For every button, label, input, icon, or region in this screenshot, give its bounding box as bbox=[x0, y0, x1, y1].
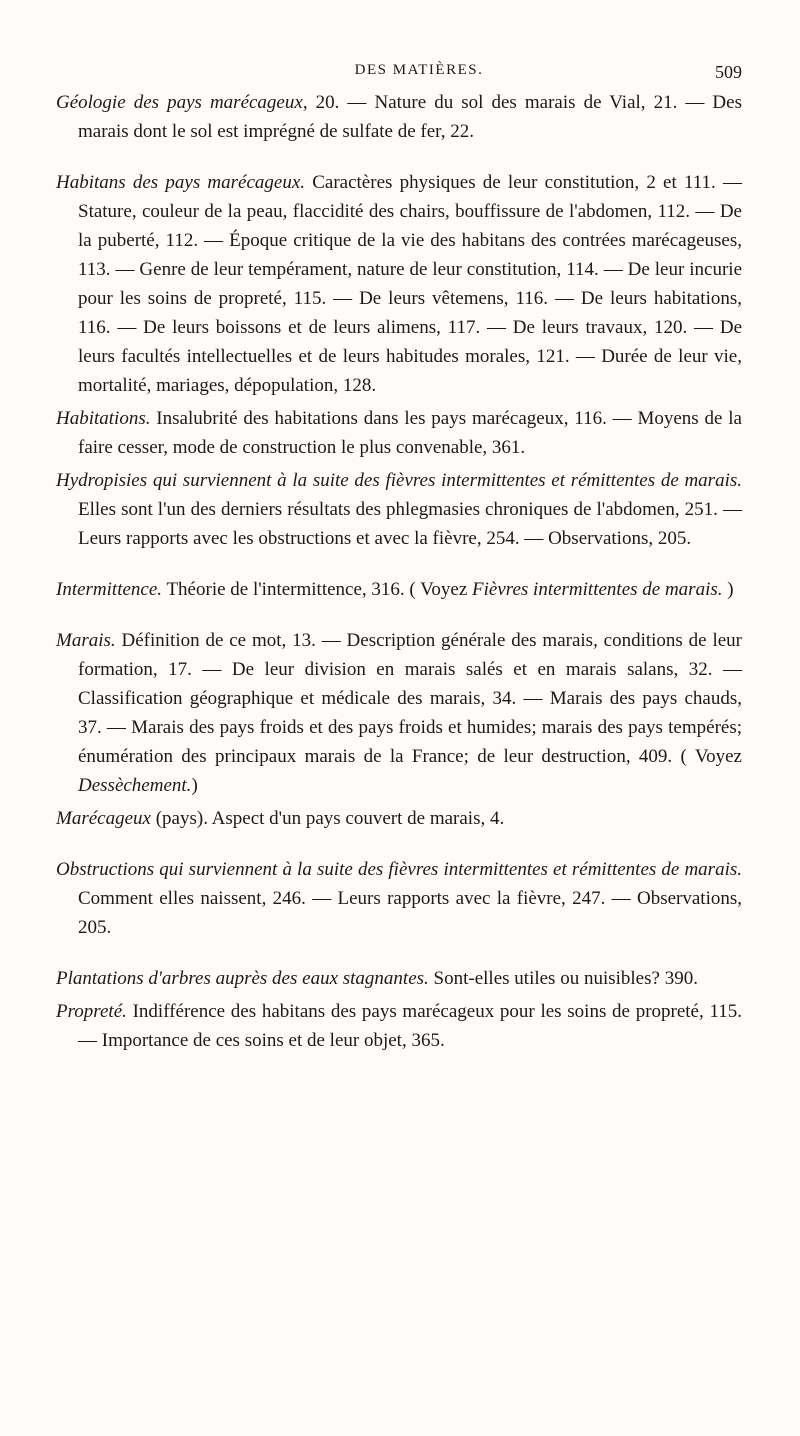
entry-text: Indifférence des habitans des pays marécageux pour les soins de propreté, 115. — Importance de ces soins et de leur objet, 365. bbox=[78, 1001, 742, 1051]
entry-heading: Intermittence. bbox=[56, 579, 163, 600]
cross-reference: Dessèchement. bbox=[78, 775, 192, 796]
entry-text: Caractères physiques de leur constitution, 2 et 111. — Stature, couleur de la peau, flaccidité des chairs, bouffissure de l'abdomen, 112. — De la puberté, 112. — Époque critique de la vie des habitans des contrées marécageuses, 113. — Genre de leur tempérament, nature de leur constitution, 114. — De leur incurie pour les soins de propreté, 115. — De leurs vêtemens, 116. — De leurs habitations, 116. — De leurs boissons et de leurs alimens, 117. — De leurs travaux, 120. — De leurs facultés intellectuelles et de leurs habitudes morales, 121. — Durée de leur vie, mortalité, mariages, dépopulation, 128. bbox=[78, 172, 742, 396]
index-entry-marecageux bbox=[56, 804, 742, 833]
entry-text: Définition de ce mot, 13. — Description générale des marais, conditions de leur formation, 17. — De leur division en marais salés et en marais salans, 32. — Classification géographique et médicale des marais, 34. — Marais des pays chauds, 37. — Marais des pays froids et des pays froids et humides; marais des pays tempérés; énumération des principaux marais de la France; de leur destruction, 409. ( Voyez bbox=[78, 630, 742, 767]
index-entry-geologie bbox=[56, 88, 742, 146]
entry-tail: ) bbox=[722, 579, 734, 600]
entry-text: Insalubrité des habitations dans les pays marécageux, 116. — Moyens de la faire cesser, mode de construction le plus convenable, 361. bbox=[78, 408, 742, 458]
entry-heading: Propreté. bbox=[56, 1001, 127, 1022]
entry-text: Elles sont l'un des derniers résultats des phlegmasies chroniques de l'abdomen, 251. — Leurs rapports avec les obstructions et avec la fièvre, 254. — Observations, 205. bbox=[78, 499, 742, 549]
page-number: 509 bbox=[715, 62, 742, 82]
entry-heading: Obstructions qui surviennent à la suite des fièvres intermittentes et rémittentes de marais. bbox=[56, 859, 742, 880]
entry-heading: Marécageux bbox=[56, 808, 151, 829]
index-entry-marais bbox=[56, 626, 742, 800]
entry-text: (pays). Aspect d'un pays couvert de marais, 4. bbox=[150, 808, 505, 829]
entry-text: , 20. — Nature du sol des marais de Vial, 21. — Des marais dont le sol est imprégné de sulfate de fer, 22. bbox=[78, 92, 742, 142]
entry-heading: Géologie des pays marécageux bbox=[56, 92, 303, 113]
index-entry-habitans bbox=[56, 168, 742, 400]
entry-text: Sont-elles utiles ou nuisibles? 390. bbox=[428, 968, 698, 989]
entry-heading: Marais. bbox=[56, 630, 116, 651]
entry-heading: Habitations. bbox=[56, 408, 151, 429]
entry-text: Comment elles naissent, 246. — Leurs rapports avec la fièvre, 247. — Observations, 205. bbox=[78, 888, 742, 938]
index-entry-intermittence bbox=[56, 575, 742, 604]
index-entry-hydropisies bbox=[56, 466, 742, 553]
entry-heading: Plantations d'arbres auprès des eaux stagnantes. bbox=[56, 968, 429, 989]
index-entry-obstructions bbox=[56, 855, 742, 942]
index-page bbox=[0, 62, 800, 1436]
index-entry-habitations bbox=[56, 404, 742, 462]
index-entry-plantations bbox=[56, 964, 742, 993]
entry-tail: ) bbox=[191, 775, 198, 796]
entry-text: Théorie de l'intermittence, 316. ( Voyez bbox=[162, 579, 473, 600]
entry-heading: Habitans des pays marécageux. bbox=[56, 172, 306, 193]
cross-reference: Fièvres intermittentes de marais. bbox=[472, 579, 723, 600]
entry-heading: Hydropisies qui surviennent à la suite des fièvres intermittentes et rémittentes de marais. bbox=[56, 470, 742, 491]
running-title: DES MATIÈRES. bbox=[354, 62, 484, 78]
running-head bbox=[56, 62, 742, 88]
index-entry-proprete bbox=[56, 997, 742, 1055]
